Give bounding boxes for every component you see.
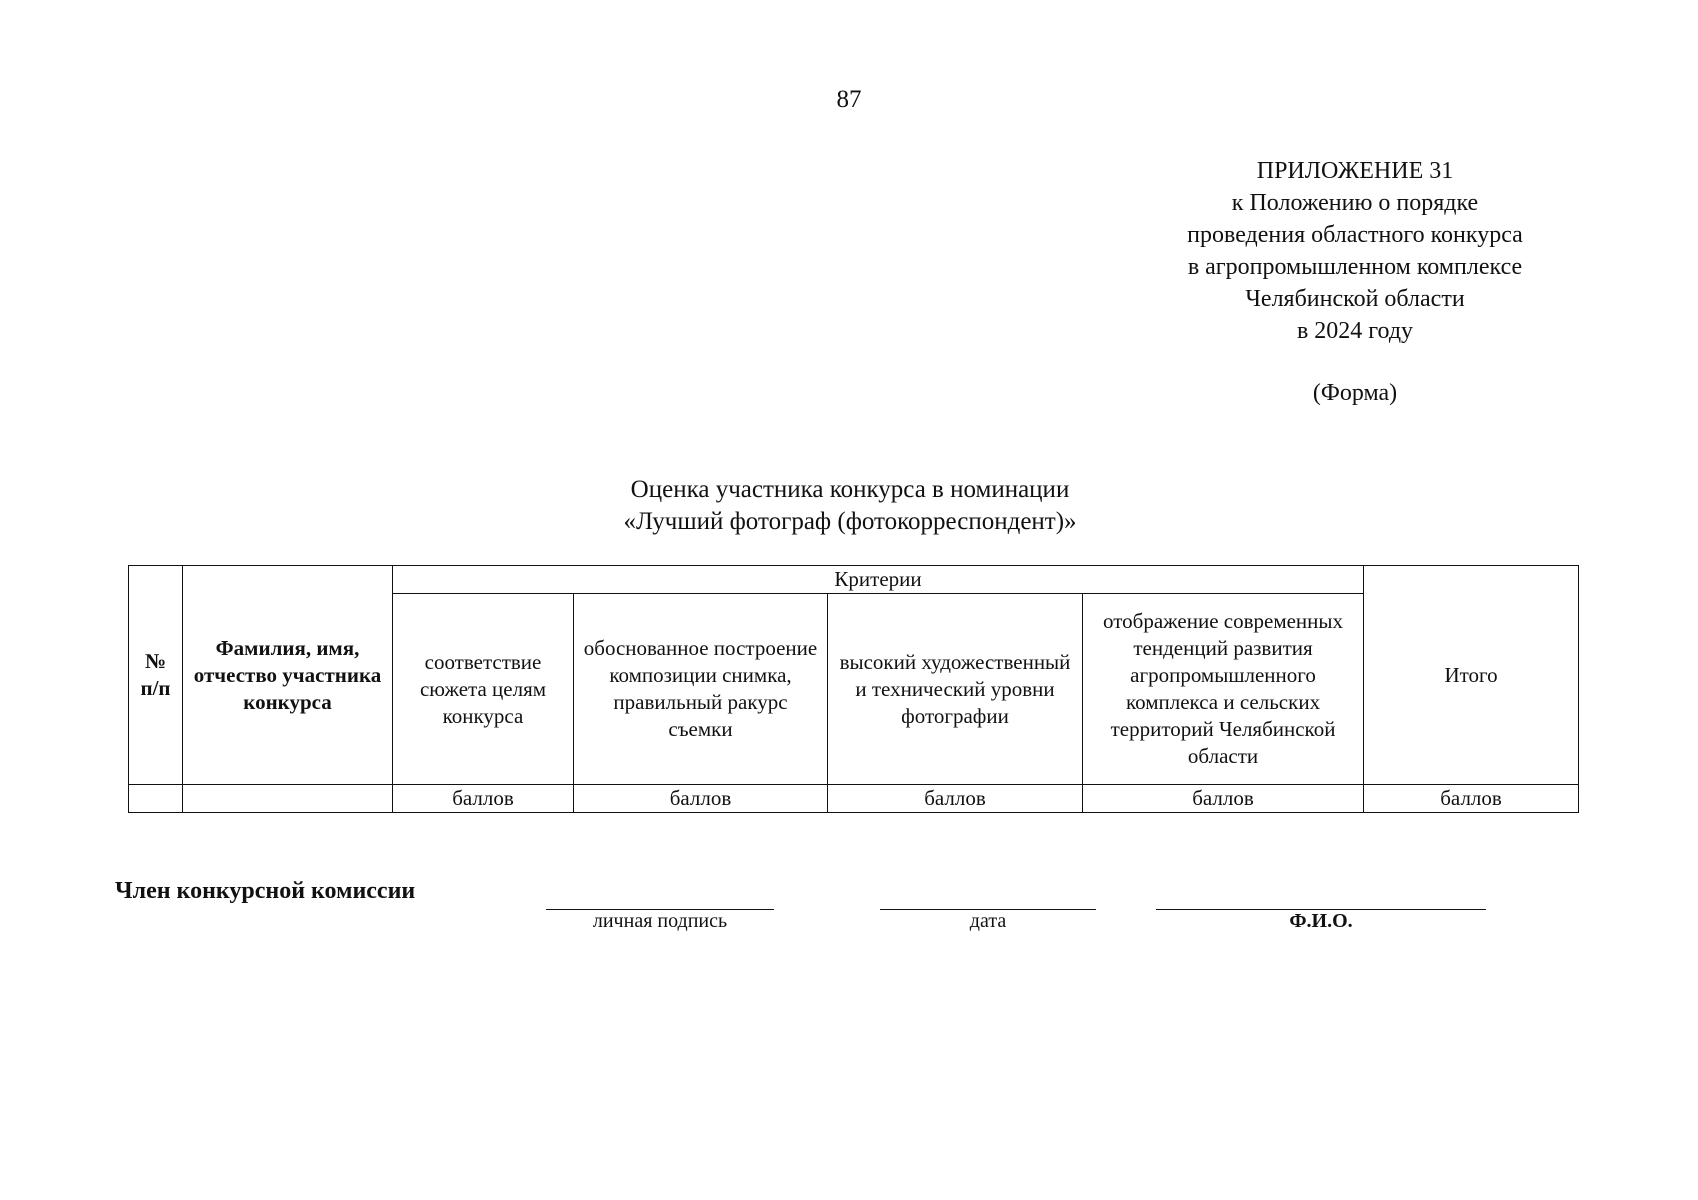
page-number: 87: [836, 86, 862, 113]
header-name: Фамилия, имя, отчество участника конкурса: [183, 566, 393, 785]
header-number: № п/п: [129, 566, 183, 785]
document-title-line: Оценка участника конкурса в номинации: [630, 476, 1070, 503]
appendix-line: к Положению о порядке: [1231, 190, 1479, 216]
criterion-header: обоснованное построение композиции снимка, правильный ракурс съемки: [574, 594, 828, 785]
unit-cell: баллов: [1083, 785, 1364, 813]
form-label: (Форма): [1312, 380, 1398, 406]
date-caption: дата: [969, 910, 1007, 932]
criterion-header: высокий художественный и технический уровни фотографии: [828, 594, 1083, 785]
appendix-line: в агропромышленном комплексе: [1187, 254, 1523, 280]
appendix-line: Челябинской области: [1245, 286, 1465, 312]
criterion-header: отображение современных тенденций развития агропромышленного комплекса и сельских территорий Челябинской области: [1083, 594, 1364, 785]
empty-cell-name: [183, 785, 393, 813]
header-criteria: Критерии: [393, 566, 1364, 594]
appendix-title: ПРИЛОЖЕНИЕ 31: [1256, 158, 1454, 184]
appendix-line: в 2024 году: [1296, 318, 1414, 344]
empty-cell-number: [129, 785, 183, 813]
unit-cell: баллов: [574, 785, 828, 813]
criterion-header: соответствие сюжета целям конкурса: [393, 594, 574, 785]
header-total: Итого: [1364, 566, 1579, 785]
document-title: [430, 474, 1270, 538]
fio-caption: Ф.И.О.: [1289, 910, 1353, 932]
document-title-line: «Лучший фотограф (фотокорреспондент)»: [623, 508, 1077, 535]
unit-cell: баллов: [393, 785, 574, 813]
unit-cell: баллов: [1364, 785, 1579, 813]
appendix-header: [1120, 155, 1590, 347]
commission-member-label: Член конкурсной комиссии: [115, 878, 416, 904]
evaluation-table: [128, 565, 1579, 813]
signature-caption: личная подпись: [592, 910, 728, 932]
appendix-line: проведения областного конкурса: [1187, 222, 1523, 248]
unit-cell: баллов: [828, 785, 1083, 813]
